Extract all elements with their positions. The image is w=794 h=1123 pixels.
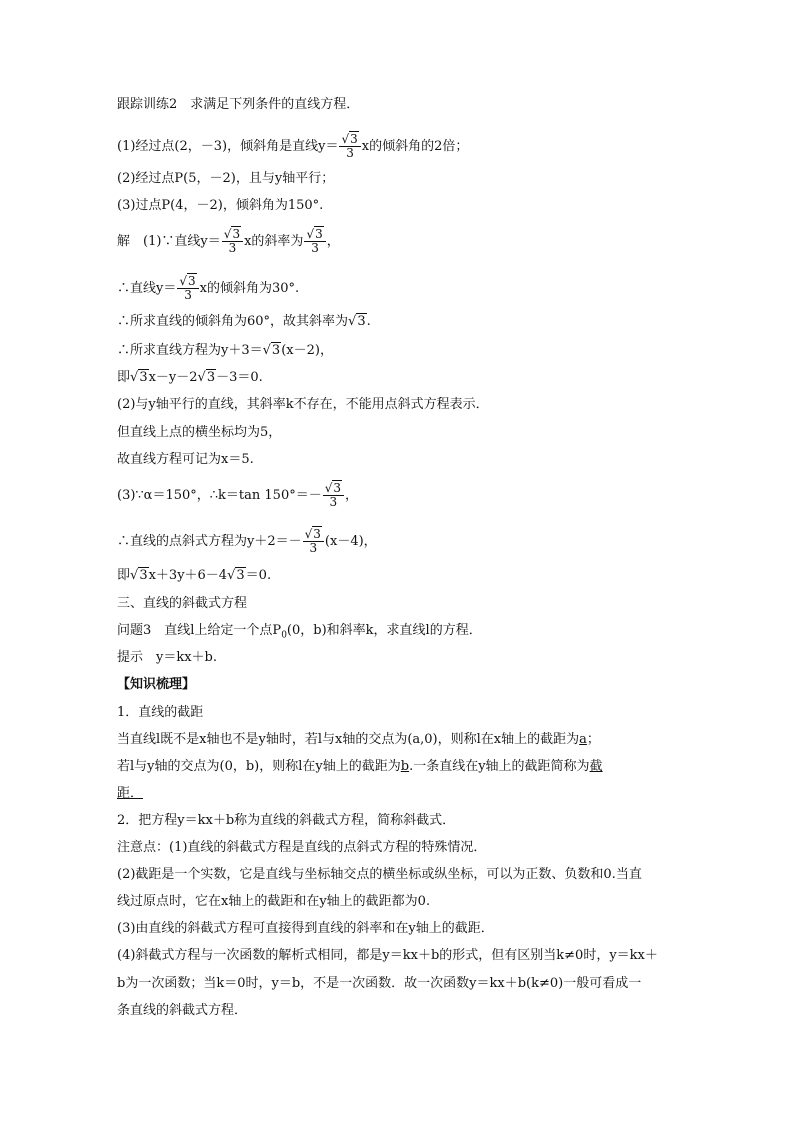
knowledge-1-line-3: 距．: [117, 786, 144, 801]
note-1: 注意点：(1)直线的斜截式方程是直线的点斜式方程的特殊情况．: [117, 840, 487, 855]
note-3: (3)由直线的斜截式方程可直接得到直线的斜率和在y轴上的截距．: [117, 921, 494, 936]
knowledge-2: 2．把方程y＝kx＋b称为直线的斜截式方程，简称斜截式．: [117, 813, 456, 828]
solution-line-4: ∴所求直线方程为y＋3＝√3(x－2)，: [117, 343, 333, 358]
practice-q3: (3)过点P(4，－2)，倾斜角为150°.: [117, 198, 324, 213]
solution-line-1: 解 (1)∵直线y＝ $\frac{√3}{3}$ x的斜率为 $\frac{√3}{3}$ ，: [117, 227, 340, 255]
q1-text: (1)经过点(2，－3)，倾斜角是直线: [117, 139, 319, 154]
section-heading: 三、直线的斜截式方程: [117, 596, 248, 611]
solution-line-3: ∴所求直线的倾斜角为60°，故其斜率为√3.: [117, 314, 371, 329]
fraction-sqrt3-over-3: $\frac{√3}{3}$: [323, 482, 344, 509]
knowledge-1-line-1: 当直线l既不是x轴也不是y轴时，若l与x轴的交点为(a,0)，则称l在x轴上的截距为a；: [117, 732, 600, 747]
fraction-sqrt3-over-3: $\frac{√3}{3}$: [304, 228, 325, 255]
note-4-a: (4)斜截式方程与一次函数的解析式相同，都是y＝kx＋b的形式，但有区别当k≠0时，y＝kx＋: [117, 948, 658, 963]
term-jieju: 截: [589, 759, 603, 774]
practice-title: 跟踪训练2 求满足下列条件的直线方程．: [117, 97, 360, 112]
knowledge-1-line-2: 若l与y轴的交点为(0，b)，则称l在y轴上的截距为b.一条直线在y轴上的截距简称为截: [117, 759, 603, 774]
solution-line-7: 但直线上点的横坐标均为5，: [117, 425, 282, 440]
knowledge-heading: 【知识梳理】: [117, 677, 196, 692]
note-4-b: b为一次函数；当k＝0时，y＝b，不是一次函数．故一次函数y＝kx＋b(k≠0)一般可看成一: [117, 976, 642, 991]
practice-q1: (1)经过点(2，－3)，倾斜角是直线y＝ $\frac{√3}{3}$ x的倾斜角的2倍；: [117, 132, 469, 160]
term-b: b: [400, 759, 410, 774]
q1-eq: y＝: [318, 139, 339, 154]
solution-line-2: ∴直线y＝ $\frac{√3}{3}$ x的倾斜角为30°.: [117, 274, 300, 302]
problem-3: 问题3 直线l上给定一个点$P_0(0$，b)和斜率k，求直线l的方程．: [117, 623, 482, 641]
solution-line-9: (3)∵α＝150°，∴k＝tan 150°＝－ $\frac{√3}{3}$ ，: [117, 481, 359, 509]
solution-line-11: 即√3x＋3y＋6－4√3＝0.: [117, 568, 272, 583]
solution-line-10: ∴直线的点斜式方程为y＋2＝－ $\frac{√3}{3}$ (x－4)，: [117, 527, 377, 555]
solution-line-8: 故直线方程可记为x＝5.: [117, 452, 254, 467]
note-2-a: (2)截距是一个实数，它是直线与坐标轴交点的横坐标或纵坐标，可以为正数、负数和0.当直: [117, 867, 642, 882]
note-4-c: 条直线的斜截式方程．: [117, 1003, 248, 1018]
hint: 提示 y＝kx＋b.: [117, 650, 218, 665]
term-a: a: [579, 732, 587, 747]
solution-line-5: 即√3x－y－2√3－3＝0.: [117, 370, 263, 385]
note-2-b: 线过原点时，它在x轴上的截距和在y轴上的截距都为0.: [117, 894, 431, 909]
q1-text-end: 的倾斜角的2倍；: [369, 139, 469, 154]
fraction-sqrt3-over-3: $\frac{√3}{3}$: [303, 528, 324, 555]
fraction-sqrt3-over-3: $\frac{√3}{3}$: [339, 133, 360, 160]
knowledge-1: 1．直线的截距: [117, 705, 204, 720]
practice-q2: (2)经过点P(5，－2)，且与y轴平行；: [117, 171, 335, 186]
fraction-sqrt3-over-3: $\frac{√3}{3}$: [222, 228, 243, 255]
fraction-sqrt3-over-3: $\frac{√3}{3}$: [177, 275, 198, 302]
solution-line-6: (2)与y轴平行的直线，其斜率k不存在，不能用点斜式方程表示．: [117, 397, 489, 412]
